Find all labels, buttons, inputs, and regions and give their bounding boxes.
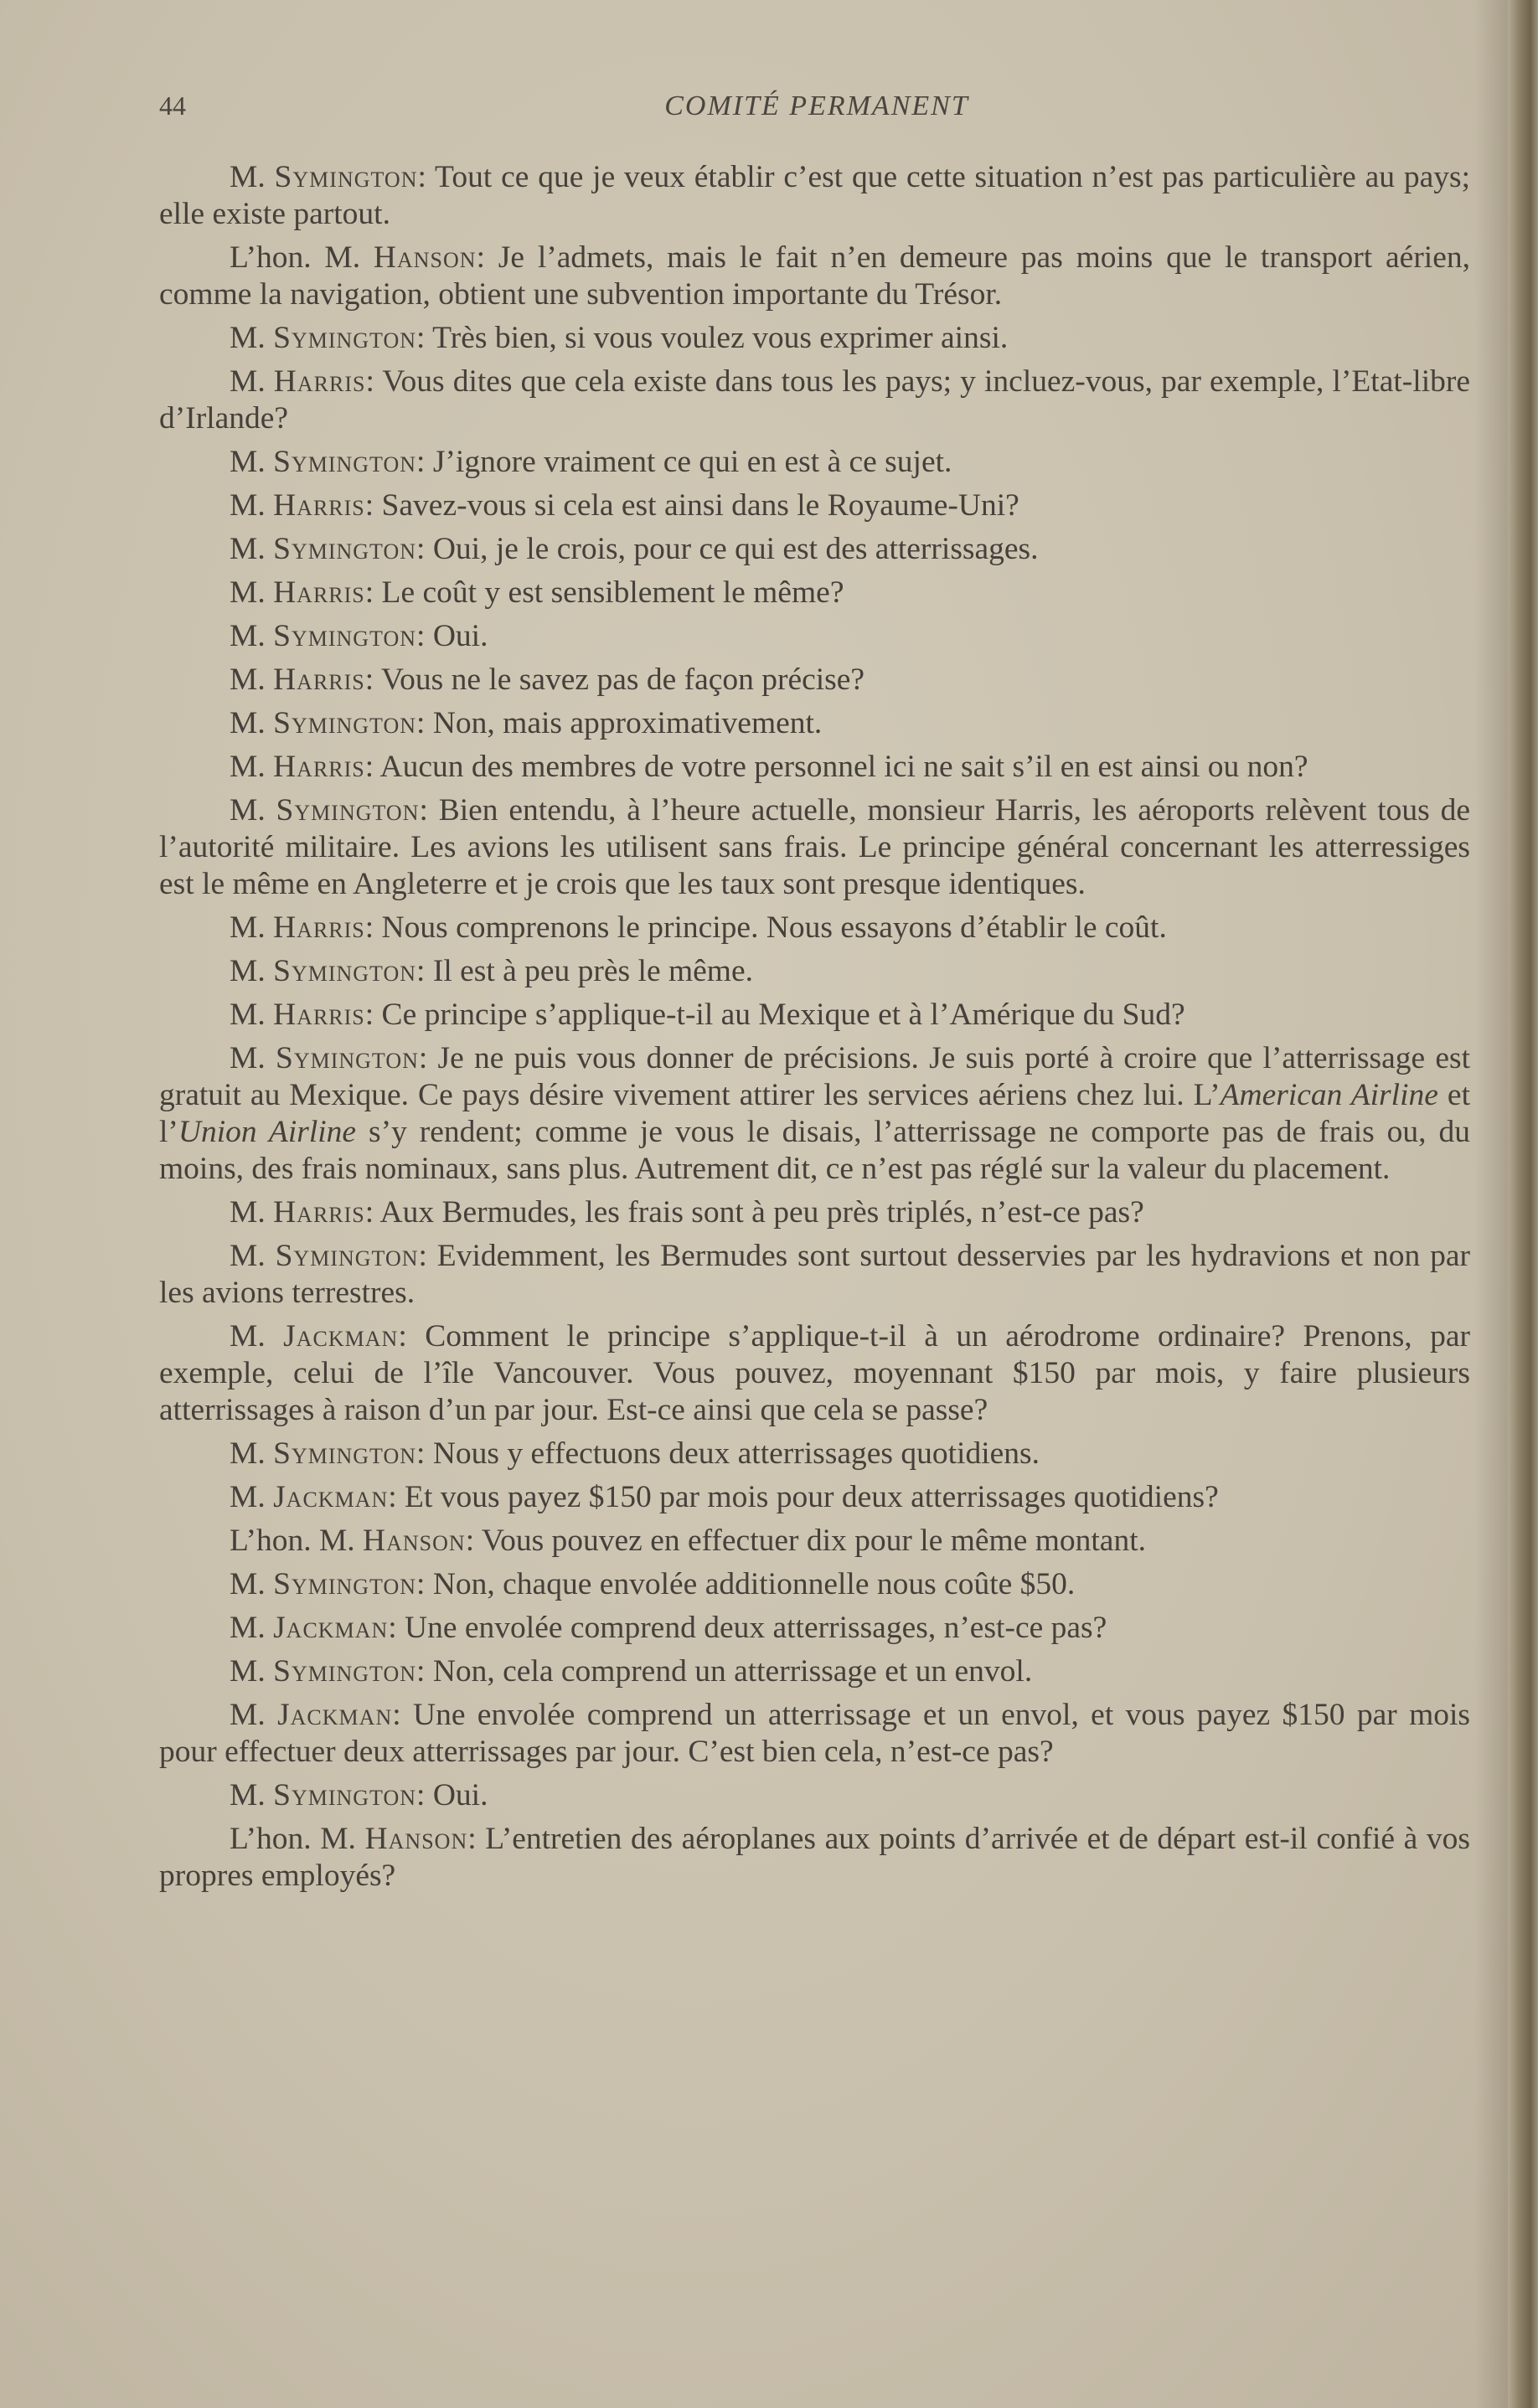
page-number: 44 [159,90,186,121]
speaker-title: M. [230,1041,266,1075]
speaker-title: L’hon. M. [230,240,361,275]
speaker-name: Jackman [273,1611,389,1645]
paragraph-text: : L’entretien des aéroplanes aux points d’arrivée et de départ est-il confié à vos propres employés? [159,1822,1471,1893]
speaker-title: M. [230,619,266,653]
speaker-name: Symington [273,706,417,740]
paragraph-text: : Très bien, si vous voulez vous exprimer ainsi. [416,321,1009,355]
speaker-name: Symington [273,619,417,653]
speaker-title: M. [230,321,266,355]
speaker-title: M. [230,1567,266,1601]
paragraph-text: : Aucun des membres de votre personnel ici ne sait s’il en est ainsi ou non? [364,750,1308,784]
paragraph-text: et l’ [159,1078,1470,1149]
airline-name-italic: Union Airline [178,1115,357,1149]
paragraph-text: : Le coût y est sensiblement le même? [364,575,844,610]
speaker-name: Symington [273,1778,417,1812]
speaker-title: M. [230,1239,266,1273]
paragraph [159,792,1470,903]
paragraph-text: : Oui. [416,1778,488,1812]
speaker-name: Harris [273,663,365,697]
paragraph-text: : Une envolée comprend un atterrissage et un envol, et vous payez $150 par mois pour effectuer deux atterrissages par jour. C’est bien cela, n’est-ce pas? [159,1698,1471,1769]
running-title: COMITÉ PERMANENT [664,90,969,121]
paragraph-text: s’y rendent; comme je vous le disais, l’atterrissage ne comporte pas de frais ou, du moins, des frais nominaux, sans plus. Autrement dit, ce n’est pas réglé sur la valeur du placement. [159,1115,1470,1186]
paragraph-text: : Je l’admets, mais le fait n’en demeure pas moins que le transport aérien, comme la navigation, obtient une subvention importante du Trésor. [159,240,1470,312]
paragraph [159,444,1470,481]
paragraph [159,910,1470,946]
paragraph-text: : Non, mais approximativement. [416,706,823,740]
paragraph [159,159,1470,233]
speaker-title: M. [230,160,266,194]
speaker-title: M. [230,1654,266,1689]
paragraph-text: : Ce principe s’applique-t-il au Mexique et à l’Amérique du Sud? [364,998,1185,1032]
paragraph [159,1777,1470,1814]
paragraph-text: : Non, cela comprend un atterrissage et un envol. [416,1654,1033,1689]
speaker-title: M. [230,364,266,399]
paragraph-text: : J’ignore vraiment ce qui en est à ce sujet. [416,445,952,479]
speaker-title: M. [230,1611,266,1645]
paragraph [159,1697,1470,1771]
speaker-name: Jackman [277,1698,393,1732]
paragraph-text: : Vous pouvez en effectuer dix pour le même montant. [465,1524,1146,1558]
speaker-title: M. [230,1195,266,1230]
paragraph [159,487,1470,524]
paragraph [159,1566,1470,1603]
paragraph [159,1821,1470,1895]
paragraph [159,240,1470,313]
speaker-name: Harris [273,750,365,784]
speaker-name: Hanson [363,1524,466,1558]
speaker-name: Harris [273,488,365,523]
paragraph [159,1653,1470,1690]
speaker-name: Hanson [364,1822,468,1856]
speaker-title: M. [230,954,266,988]
paragraph-text: : Tout ce que je veux établir c’est que cette situation n’est pas particulière au pays; elle existe partout. [159,160,1470,231]
paragraph [159,749,1470,786]
speaker-name: Symington [273,445,417,479]
paragraph-text: : Bien entendu, à l’heure actuelle, monsieur Harris, les aéroports relèvent tous de l’autorité militaire. Les avions les utilisent sans frais. Le principe général concernant les atterressiges est le même en Angleterre et je crois que les taux sont presque identiques. [159,793,1470,901]
paragraph [159,1040,1470,1188]
speaker-title: M. [230,910,266,945]
paragraph-text: : Une envolée comprend deux atterrissages, n’est-ce pas? [388,1611,1107,1645]
speaker-title: M. [230,488,266,523]
speaker-name: Jackman [273,1480,389,1514]
book-binding-edge [1508,0,1538,2408]
speaker-name: Hanson [373,240,477,275]
speaker-name: Harris [273,364,366,399]
binding-shadow [1474,0,1508,2408]
speaker-title: M. [230,998,266,1032]
speaker-title: M. [230,1436,266,1471]
speaker-title: M. [230,706,266,740]
airline-name-italic: American Airline [1220,1078,1438,1112]
paragraph-text: : Je ne puis vous donner de précisions. Je suis porté à croire que l’atterrissage est gratuit au Mexique. Ce pays désire vivement attirer les services aériens chez lui. L’ [159,1041,1470,1112]
page-header [159,90,1474,132]
speaker-title: M. [230,575,266,610]
paragraph-text: : Nous comprenons le principe. Nous essayons d’établir le coût. [364,910,1167,945]
paragraph-text: : Comment le principe s’applique-t-il à un aérodrome ordinaire? Prenons, par exemple, celui de l’île Vancouver. Vous pouvez, moyennant $150 par mois, y faire plusieurs atterrissages à raison d’un par jour. Est-ce ainsi que cela se passe? [159,1319,1470,1427]
paragraph [159,1610,1470,1647]
speaker-name: Symington [276,793,420,828]
speaker-name: Symington [274,160,418,194]
transcript-body [159,159,1470,1901]
speaker-title: L’hon. M. [230,1524,355,1558]
speaker-title: M. [230,793,266,828]
speaker-title: M. [230,445,266,479]
paragraph [159,953,1470,990]
speaker-name: Symington [273,954,417,988]
paragraph-text: : Et vous payez $150 par mois pour deux atterrissages quotidiens? [388,1480,1219,1514]
paragraph [159,662,1470,699]
speaker-name: Harris [273,910,365,945]
paragraph-text: : Savez-vous si cela est ainsi dans le Royaume-Uni? [364,488,1019,523]
speaker-title: M. [230,1698,266,1732]
paragraph [159,1238,1470,1312]
speaker-title: M. [230,1319,266,1354]
speaker-name: Symington [273,1436,417,1471]
paragraph [159,1523,1470,1560]
paragraph-text: : Oui, je le crois, pour ce qui est des atterrissages. [416,532,1039,566]
paragraph [159,531,1470,568]
speaker-title: L’hon. M. [230,1822,356,1856]
paragraph-text: : Nous y effectuons deux atterrissages quotidiens. [416,1436,1040,1471]
speaker-name: Symington [275,1041,419,1075]
paragraph [159,320,1470,357]
speaker-name: Jackman [283,1319,399,1354]
speaker-name: Symington [273,532,417,566]
speaker-title: M. [230,1480,266,1514]
paragraph [159,997,1470,1034]
paragraph-text: : Vous dites que cela existe dans tous les pays; y incluez-vous, par exemple, l’Etat-libre d’Irlande? [159,364,1470,436]
paragraph-text: : Oui. [416,619,488,653]
paragraph [159,705,1470,742]
speaker-title: M. [230,1778,266,1812]
speaker-name: Symington [273,321,417,355]
paragraph [159,364,1470,437]
speaker-name: Harris [273,998,365,1032]
speaker-title: M. [230,663,266,697]
speaker-name: Harris [273,575,365,610]
speaker-name: Harris [273,1195,365,1230]
paragraph [159,1436,1470,1472]
paragraph [159,618,1470,655]
paragraph [159,1318,1470,1429]
speaker-name: Symington [275,1239,419,1273]
speaker-name: Symington [273,1654,417,1689]
paragraph-text: : Il est à peu près le même. [416,954,753,988]
paragraph-text: : Evidemment, les Bermudes sont surtout desservies par les hydravions et non par les avions terrestres. [159,1239,1470,1310]
speaker-title: M. [230,532,266,566]
speaker-title: M. [230,750,266,784]
paragraph [159,1194,1470,1231]
speaker-name: Symington [273,1567,417,1601]
paragraph [159,575,1470,611]
paragraph [159,1479,1470,1516]
paragraph-text: : Vous ne le savez pas de façon précise? [364,663,865,697]
paragraph-text: : Non, chaque envolée additionnelle nous coûte $50. [416,1567,1076,1601]
paragraph-text: : Aux Bermudes, les frais sont à peu près triplés, n’est-ce pas? [364,1195,1144,1230]
